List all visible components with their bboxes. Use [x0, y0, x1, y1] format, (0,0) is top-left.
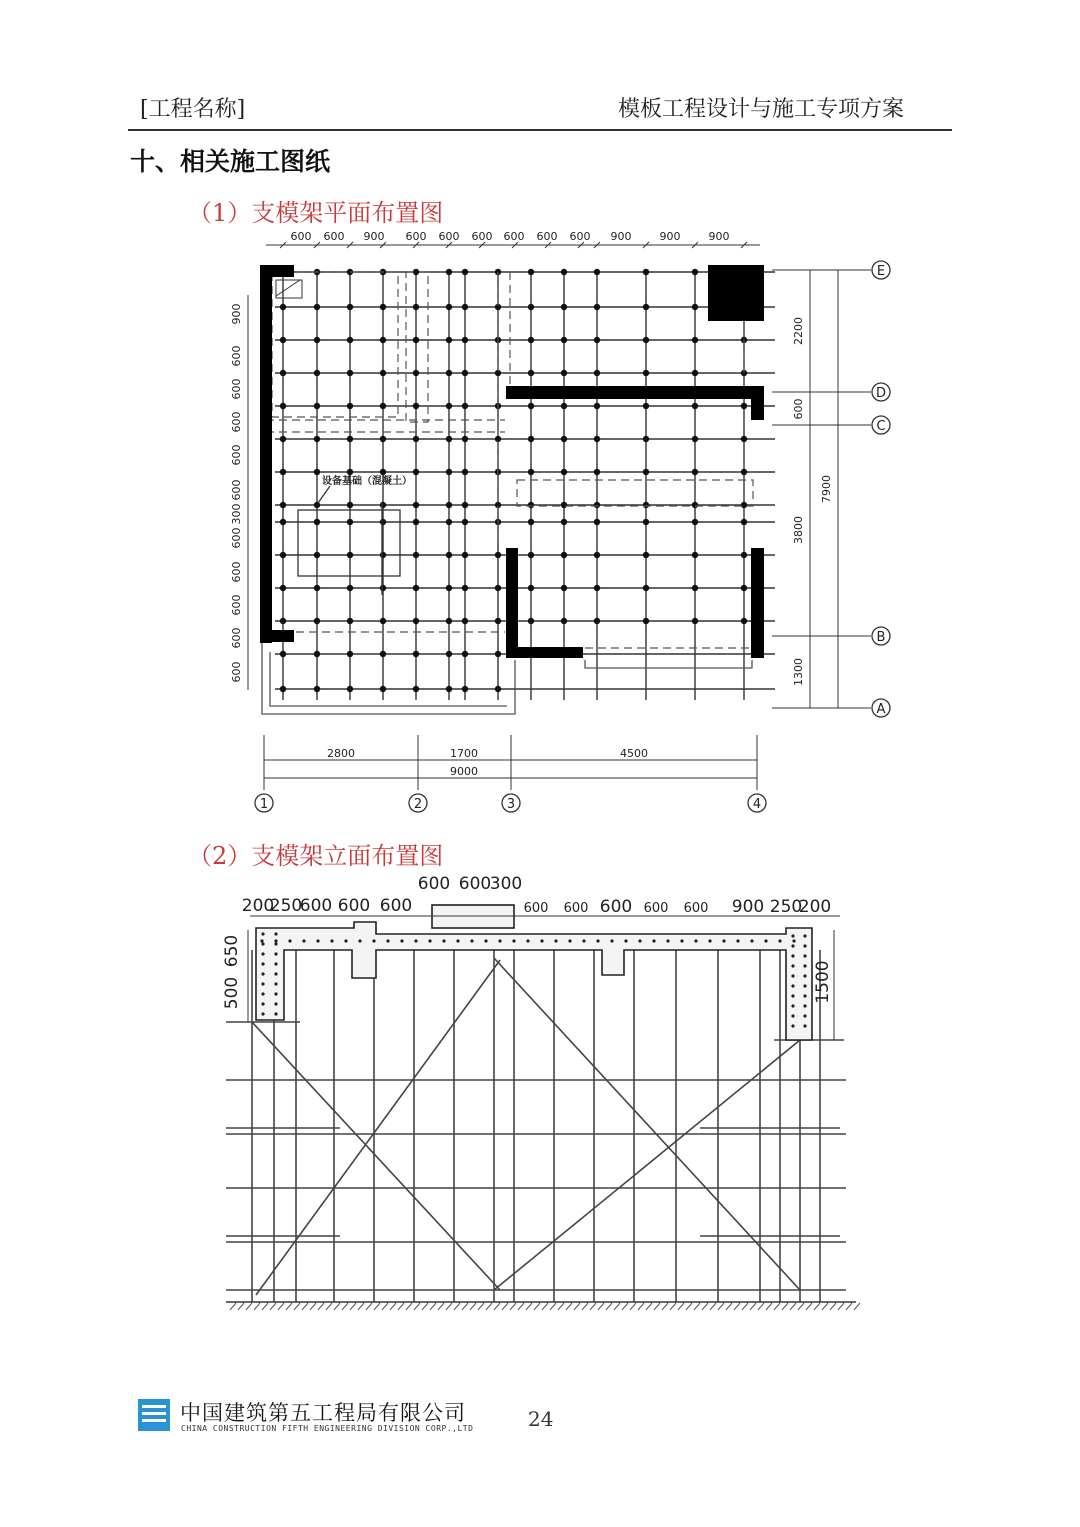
- ground-hatch-line: [422, 1303, 428, 1310]
- ground-hatch-line: [454, 1303, 460, 1310]
- elev-left-dim: 500: [222, 976, 242, 1010]
- hatch-dot: [261, 992, 264, 995]
- hatch-dot: [372, 939, 375, 942]
- bottom-total-label: 9000: [450, 765, 478, 778]
- figure1-title: （1）支模架平面布置图: [188, 199, 444, 227]
- hatch-dot: [791, 1004, 794, 1007]
- left-dim-label: 600: [230, 345, 243, 367]
- top-dim-label: 600: [290, 230, 312, 243]
- hatch-dot: [274, 992, 277, 995]
- left-dim-label: 900: [230, 303, 243, 325]
- hatch-dot: [708, 939, 711, 942]
- ground-hatch-line: [734, 1303, 740, 1310]
- hatch-dot: [803, 964, 806, 967]
- axis-label-row: E: [876, 264, 886, 279]
- ground-hatch-line: [278, 1303, 284, 1310]
- top-dim-label: 600: [536, 230, 558, 243]
- hatch-dot: [288, 939, 291, 942]
- bottom-dim-label: 2800: [327, 747, 355, 760]
- hatch-dot: [803, 974, 806, 977]
- company-logo: [138, 1399, 170, 1431]
- hatch-dot: [274, 1012, 277, 1015]
- ground-hatch-line: [678, 1303, 684, 1310]
- ground-hatch-line: [382, 1303, 388, 1310]
- ground-hatch-line: [758, 1303, 764, 1310]
- slab-beam-section: [256, 905, 812, 1040]
- hatch-dot: [554, 939, 557, 942]
- ground-hatch-line: [830, 1303, 836, 1310]
- hatch-dot: [498, 939, 501, 942]
- ground-hatch-line: [566, 1303, 572, 1310]
- elev-raised-dim: 600: [417, 874, 451, 894]
- ground-hatch-line: [766, 1303, 772, 1310]
- ground-hatch-line: [406, 1303, 412, 1310]
- hatch-dot: [791, 994, 794, 997]
- ground-hatch-line: [502, 1303, 508, 1310]
- axis-label-row: C: [876, 419, 886, 434]
- ground-hatch-line: [654, 1303, 660, 1310]
- ground-hatch-line: [342, 1303, 348, 1310]
- hatch-dot: [274, 952, 277, 955]
- ground-hatch-line: [246, 1303, 252, 1310]
- hatch-dot: [791, 1014, 794, 1017]
- header-project-name: [工程名称]: [140, 97, 246, 122]
- ground-hatch-line: [374, 1303, 380, 1310]
- hatch-dot: [400, 939, 403, 942]
- elev-right-height-dim: 1500: [813, 960, 833, 1004]
- ground-hatch-line: [518, 1303, 524, 1310]
- ground-hatch-line: [334, 1303, 340, 1310]
- left-dim-label: 600: [230, 411, 243, 433]
- hatch-dot: [456, 939, 459, 942]
- ground-hatch-line: [238, 1303, 244, 1310]
- ground-hatch-line: [534, 1303, 540, 1310]
- ground-hatch-line: [806, 1303, 812, 1310]
- ground-hatch-line: [558, 1303, 564, 1310]
- ground-hatch-line: [590, 1303, 596, 1310]
- ground-hatch-line: [430, 1303, 436, 1310]
- brace: [494, 1040, 800, 1290]
- hatch-dot: [274, 932, 277, 935]
- hatch-dot: [274, 962, 277, 965]
- elev-top-dim: 600: [379, 896, 413, 916]
- ground-hatch-line: [262, 1303, 268, 1310]
- hatch-dot: [470, 939, 473, 942]
- hatch-dot: [803, 994, 806, 997]
- top-dim-label: 600: [471, 230, 493, 243]
- hatch-dot: [803, 984, 806, 987]
- hatch-dot: [261, 1002, 264, 1005]
- elev-right-dim: 200: [798, 897, 832, 917]
- ground-hatch-line: [614, 1303, 620, 1310]
- hatch-dot: [791, 964, 794, 967]
- top-dim-label: 900: [610, 230, 632, 243]
- bottom-dim-label: 4500: [620, 747, 648, 760]
- hatch-dot: [750, 939, 753, 942]
- hatch-dot: [791, 954, 794, 957]
- ground-hatch-line: [750, 1303, 756, 1310]
- elev-raised-dim: 300: [489, 874, 523, 894]
- hatch-dot: [330, 939, 333, 942]
- elev-right-dim: 600: [643, 901, 669, 916]
- hatch-dot: [610, 939, 613, 942]
- right-dim-label: 600: [792, 398, 805, 420]
- ground-hatch-line: [814, 1303, 820, 1310]
- hatch-dot: [274, 942, 277, 945]
- left-dim-label: 600: [230, 627, 243, 649]
- elevation-dimensions: [222, 874, 840, 1040]
- axis-label-col: 4: [752, 797, 762, 812]
- left-dim-label: 600: [230, 527, 243, 549]
- hatch-dot: [792, 939, 795, 942]
- ground-hatch-line: [414, 1303, 420, 1310]
- elev-top-dim: 600: [337, 896, 371, 916]
- page-number: 24: [528, 1407, 554, 1431]
- ground-hatch-line: [302, 1303, 308, 1310]
- right-dim-label: 3800: [792, 516, 805, 544]
- axis-label-row: B: [876, 630, 886, 645]
- ground-hatch-line: [574, 1303, 580, 1310]
- elev-right-dim: 600: [523, 901, 549, 916]
- hatch-dot: [316, 939, 319, 942]
- hatch-dot: [680, 939, 683, 942]
- footer-company-english: CHINA CONSTRUCTION FIFTH ENGINEERING DIVISION CORP.,LTD: [181, 1424, 474, 1433]
- hatch-dot: [261, 972, 264, 975]
- ground-hatch-line: [798, 1303, 804, 1310]
- hatch-dot: [261, 952, 264, 955]
- hatch-dot: [624, 939, 627, 942]
- ground-hatch-line: [694, 1303, 700, 1310]
- ground-hatch-line: [846, 1303, 852, 1310]
- elev-top-dim: 200: [241, 896, 275, 916]
- hatch-dot: [803, 1014, 806, 1017]
- hatch-dot: [428, 939, 431, 942]
- elev-right-dim: 900: [731, 897, 765, 917]
- ground-hatch-line: [542, 1303, 548, 1310]
- hatch-dot: [803, 1004, 806, 1007]
- left-dim-label: 600: [230, 594, 243, 616]
- ground-hatch-line: [366, 1303, 372, 1310]
- hatch-dot: [526, 939, 529, 942]
- ground-hatch-line: [390, 1303, 396, 1310]
- top-dim-label: 900: [708, 230, 730, 243]
- ground-hatch-line: [710, 1303, 716, 1310]
- ground-hatch-line: [438, 1303, 444, 1310]
- hatch-dot: [638, 939, 641, 942]
- elev-right-dim: 250: [769, 897, 803, 917]
- ground-hatch-line: [726, 1303, 732, 1310]
- ground-hatch-line: [254, 1303, 260, 1310]
- hatch-dot: [568, 939, 571, 942]
- elev-right-dim: 600: [599, 897, 633, 917]
- hatch-dot: [344, 939, 347, 942]
- ground-hatch-line: [350, 1303, 356, 1310]
- ground-hatch-line: [606, 1303, 612, 1310]
- footer-company-name: 中国建筑第五工程局有限公司: [180, 1401, 466, 1425]
- ground-hatch-line: [550, 1303, 556, 1310]
- ground-hatch-line: [702, 1303, 708, 1310]
- hatch-dot: [261, 982, 264, 985]
- hatch-dot: [596, 939, 599, 942]
- top-dim-label: 600: [323, 230, 345, 243]
- top-dim-label: 600: [503, 230, 525, 243]
- hatch-dot: [582, 939, 585, 942]
- elev-right-dim: 600: [683, 901, 709, 916]
- ground-hatch-line: [358, 1303, 364, 1310]
- ground-hatch-line: [470, 1303, 476, 1310]
- elev-left-dim: 650: [222, 934, 242, 968]
- axis-label-col: 2: [413, 797, 423, 812]
- ground-hatch-line: [670, 1303, 676, 1310]
- hatch-dot: [414, 939, 417, 942]
- axis-label-row: A: [876, 702, 886, 717]
- hatch-dot: [803, 934, 806, 937]
- brace: [494, 958, 800, 1290]
- axis-label-col: 1: [259, 797, 269, 812]
- hatch-dot: [274, 1002, 277, 1005]
- hatch-dot: [736, 939, 739, 942]
- elev-top-dim: 250: [269, 896, 303, 916]
- ground-hatch-line: [718, 1303, 724, 1310]
- left-dim-label: 600: [230, 378, 243, 400]
- ground-hatch-line: [838, 1303, 844, 1310]
- hatch-dot: [358, 939, 361, 942]
- hatch-dot: [274, 972, 277, 975]
- hatch-dot: [261, 932, 264, 935]
- hatch-dot: [484, 939, 487, 942]
- hatch-dot: [302, 939, 305, 942]
- ground-hatch-line: [598, 1303, 604, 1310]
- elev-right-dim: 600: [563, 901, 589, 916]
- ground-hatch-line: [478, 1303, 484, 1310]
- ground-hatch-line: [774, 1303, 780, 1310]
- ground-hatch-line: [526, 1303, 532, 1310]
- ground-hatch-line: [486, 1303, 492, 1310]
- hatch-dot: [791, 934, 794, 937]
- hatch-dot: [261, 942, 264, 945]
- axis-label-col: 3: [506, 797, 516, 812]
- ground-hatch-line: [582, 1303, 588, 1310]
- left-dim-label: 600: [230, 561, 243, 583]
- elev-top-dim: 600: [299, 896, 333, 916]
- ground-hatch-line: [646, 1303, 652, 1310]
- ground-hatch: [230, 1303, 860, 1310]
- ground-hatch-line: [742, 1303, 748, 1310]
- ground-hatch-line: [854, 1303, 860, 1310]
- left-dim-label: 300: [230, 503, 243, 525]
- hatch-dot: [803, 1024, 806, 1027]
- equipment-foundation-label: 设备基础（混凝土）: [322, 476, 412, 487]
- section-title: 十、相关施工图纸: [130, 147, 331, 176]
- axis-label-row: D: [875, 386, 887, 401]
- top-dim-label: 900: [363, 230, 385, 243]
- ground-hatch-line: [230, 1303, 236, 1310]
- ground-hatch-line: [286, 1303, 292, 1310]
- hatch-dot: [778, 939, 781, 942]
- ground-hatch-line: [462, 1303, 468, 1310]
- top-dim-label: 600: [569, 230, 591, 243]
- left-dim-label: 600: [230, 444, 243, 466]
- hatch-dot: [791, 974, 794, 977]
- hatch-dot: [803, 954, 806, 957]
- hatch-dot: [791, 984, 794, 987]
- hatch-dot: [260, 939, 263, 942]
- ground-hatch-line: [790, 1303, 796, 1310]
- ground-hatch-line: [782, 1303, 788, 1310]
- hatch-dot: [652, 939, 655, 942]
- hatch-dot: [386, 939, 389, 942]
- hatch-dot: [791, 1024, 794, 1027]
- ground-hatch-line: [326, 1303, 332, 1310]
- ground-hatch-line: [686, 1303, 692, 1310]
- ground-hatch-line: [494, 1303, 500, 1310]
- header-document-title: 模板工程设计与施工专项方案: [617, 97, 904, 122]
- hatch-dot: [791, 944, 794, 947]
- ground-hatch-line: [310, 1303, 316, 1310]
- hatch-dot: [274, 982, 277, 985]
- ground-hatch-line: [822, 1303, 828, 1310]
- ground-hatch-line: [510, 1303, 516, 1310]
- hatch-dot: [764, 939, 767, 942]
- right-dim-label: 1300: [792, 658, 805, 686]
- ground-hatch-line: [398, 1303, 404, 1310]
- ground-hatch-line: [294, 1303, 300, 1310]
- hatch-dot: [442, 939, 445, 942]
- hatch-dot: [694, 939, 697, 942]
- ground-hatch-line: [446, 1303, 452, 1310]
- right-dim-label: 2200: [792, 317, 805, 345]
- figure2-title: （2）支模架立面布置图: [188, 842, 444, 870]
- hatch-dot: [261, 1012, 264, 1015]
- ground-hatch-line: [318, 1303, 324, 1310]
- ground-hatch-line: [270, 1303, 276, 1310]
- hatch-dot: [540, 939, 543, 942]
- hatch-dot: [274, 939, 277, 942]
- hatch-dot: [803, 944, 806, 947]
- hatch-dot: [722, 939, 725, 942]
- left-dim-label: 600: [230, 661, 243, 683]
- hatch-dot: [666, 939, 669, 942]
- ground-hatch-line: [630, 1303, 636, 1310]
- top-dim-label: 600: [405, 230, 427, 243]
- hatch-dot: [512, 939, 515, 942]
- right-total-label: 7900: [820, 475, 833, 503]
- ground-hatch-line: [638, 1303, 644, 1310]
- ground-hatch-line: [662, 1303, 668, 1310]
- hatch-dot: [261, 962, 264, 965]
- top-dim-label: 600: [438, 230, 460, 243]
- elev-raised-dim: 600: [458, 874, 492, 894]
- left-dim-label: 600: [230, 479, 243, 501]
- bottom-dim-label: 1700: [450, 747, 478, 760]
- top-dim-label: 900: [659, 230, 681, 243]
- ground-hatch-line: [622, 1303, 628, 1310]
